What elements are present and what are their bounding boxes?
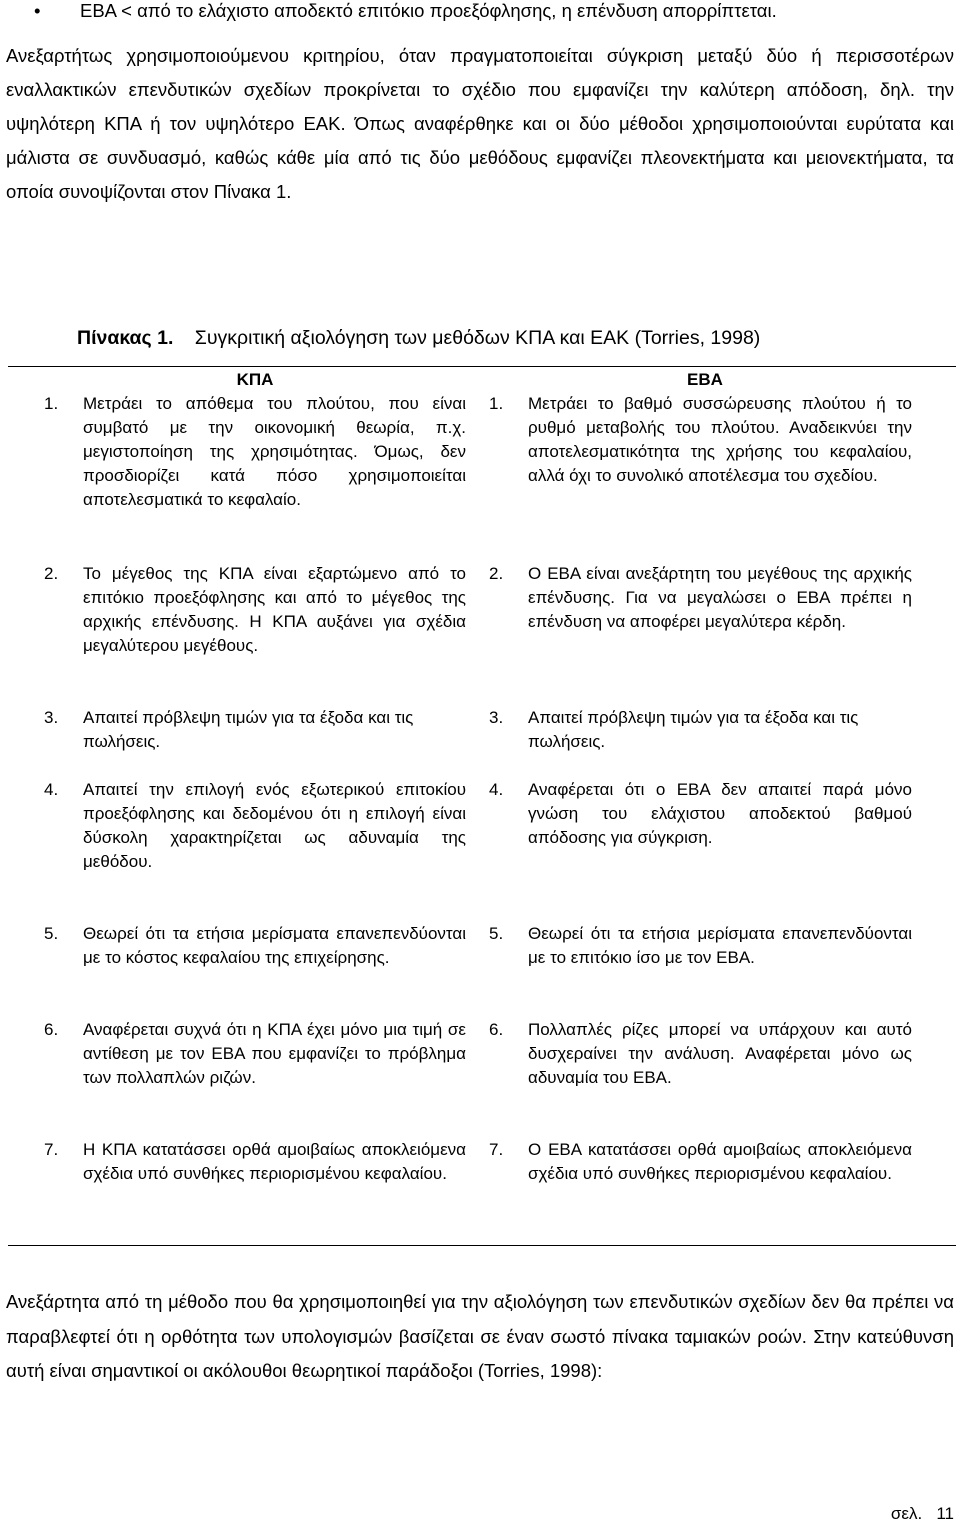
cell-eva: Πολλαπλές ρίζες μπορεί να υπάρχουν και αυτό δυσχεραίνει την ανάλυση. Αναφέρεται μόνο ως αδυναμία του ΕΒΑ. [528, 1020, 912, 1087]
cell-kpa: Θεωρεί ότι τα ετήσια μερίσματα επανεπενδύονται με το κόστος κεφαλαίου της επιχείρησης. [83, 924, 466, 967]
cell-eva: Ο ΕΒΑ είναι ανεξάρτητη του μεγέθους της αρχικής επένδυσης. Για να μεγαλώσει ο ΕΒΑ πρέπει η επένδυση να αποφέρει μεγαλύτερα κέρδη. [528, 564, 912, 631]
cell-kpa: Αναφέρεται συχνά ότι η ΚΠΑ έχει μόνο μια τιμή σε αντίθεση με τον ΕΒΑ που εμφανίζει το πρόβλημα των πολλαπλών ριζών. [83, 1020, 466, 1087]
row-number-left: 4. [44, 780, 59, 799]
table-top-rule [8, 366, 956, 367]
cell-eva: Αναφέρεται ότι ο ΕΒΑ δεν απαιτεί παρά μόνο γνώση του ελάχιστου αποδεκτού βαθμού απόδοσης για σύγκριση. [528, 780, 912, 847]
row-number-left: 7. [44, 1140, 59, 1159]
cell-kpa: Μετράει το απόθεμα του πλούτου, που είναι συμβατό με την οικονομική θεωρία, π.χ. μεγιστοποίηση της χρησιμότητας. Όμως, δεν προσδιορίζει κατά πόσο χρησιμοποιείται αποτελεσματικά το κεφαλαίο. [83, 394, 466, 509]
intro-paragraph: Ανεξαρτήτως χρησιμοποιούμενου κριτηρίου, όταν πραγματοποιείται σύγκριση μεταξύ δύο ή περισσοτέρων εναλλακτικών επενδυτικών σχεδίων προκρίνεται το σχέδιο που εμφανίζει την καλύτερη απόδοση, δηλ. την υψηλότερη ΚΠΑ ή τον υψηλότερο ΕΑΚ. Όπως αναφέρθηκε και οι δύο μέθοδοι χρησιμοποιούνται ευρύτατα και μάλιστα σε συνδυασμό, καθώς κάθε μία από τις δύο μεθόδους εμφανίζει πλεονεκτήματα και μειονεκτήματα, τα οποία συνοψίζονται στον Πίνακα 1. [6, 45, 954, 202]
row-number-left: 6. [44, 1020, 59, 1039]
cell-kpa: Το μέγεθος της ΚΠΑ είναι εξαρτώμενο από το επιτόκιο προεξόφλησης και από το μέγεθος της αρχικής επένδυσης. Η ΚΠΑ αυξάνει για σχέδια μεγαλύτερου μεγέθους. [83, 564, 466, 655]
bullet-text: ΕΒΑ < από το ελάχιστο αποδεκτό επιτόκιο προεξόφλησης, η επένδυση απορρίπτεται. [80, 0, 777, 21]
cell-kpa: Απαιτεί πρόβλεψη τιμών για τα έξοδα και τις πωλήσεις. [83, 708, 414, 751]
row-number-right: 2. [489, 564, 504, 583]
column-header-kpa: ΚΠΑ [236, 370, 274, 389]
cell-eva: Απαιτεί πρόβλεψη τιμών για τα έξοδα και τις πωλήσεις. [528, 708, 859, 751]
row-number-right: 6. [489, 1020, 504, 1039]
row-number-right: 5. [489, 924, 504, 943]
cell-kpa: Απαιτεί την επιλογή ενός εξωτερικού επιτοκίου προεξόφλησης και δεδομένου ότι η επιλογή είναι δύσκολη χαρακτηρίζεται ως αδυναμία της μεθόδου. [83, 780, 466, 871]
row-number-left: 3. [44, 708, 59, 727]
row-number-right: 4. [489, 780, 504, 799]
row-number-left: 5. [44, 924, 59, 943]
cell-eva: Ο ΕΒΑ κατατάσσει ορθά αμοιβαίως αποκλειόμενα σχέδια υπό συνθήκες περιορισμένου κεφαλαίου. [528, 1140, 912, 1183]
cell-kpa: Η ΚΠΑ κατατάσσει ορθά αμοιβαίως αποκλειόμενα σχέδια υπό συνθήκες περιορισμένου κεφαλαίου. [83, 1140, 466, 1183]
row-number-right: 3. [489, 708, 504, 727]
table-caption-text: Συγκριτική αξιολόγηση των μεθόδων ΚΠΑ και ΕΑΚ (Torries, 1998) [194, 327, 761, 349]
cell-eva: Μετράει το βαθμό συσσώρευσης πλούτου ή το ρυθμό μεταβολής του πλούτου. Αναδεικνύει την αποτελεσματικότητα της χρήσης του κεφαλαίου, αλλά όχι το συνολικό αποτέλεσμα του σχεδίου. [528, 394, 912, 485]
bullet-icon: • [34, 0, 41, 21]
closing-paragraph: Ανεξάρτητα από τη μέθοδο που θα χρησιμοποιηθεί για την αξιολόγηση των επενδυτικών σχεδίων δεν θα πρέπει να παραβλεφτεί ότι η ορθότητα των υπολογισμών βασίζεται σε έναν σωστό πίνακα ταμιακών ροών. Στην κατεύθυνση αυτή είναι σημαντικοί οι ακόλουθοι θεωρητικοί παράδοξοι (Torries, 1998): [6, 1291, 954, 1381]
row-number-left: 1. [44, 394, 59, 413]
table-bottom-rule [8, 1245, 956, 1246]
table-caption [77, 323, 937, 353]
cell-eva: Θεωρεί ότι τα ετήσια μερίσματα επανεπενδύονται με το επιτόκιο ίσο με τον ΕΒΑ. [528, 924, 912, 967]
row-number-right: 7. [489, 1140, 504, 1159]
row-number-left: 2. [44, 564, 59, 583]
page-number: σελ. 11 [890, 1504, 954, 1523]
column-header-eva: ΕΒΑ [687, 370, 723, 389]
table-caption-label: Πίνακας 1. [77, 327, 174, 349]
row-number-right: 1. [489, 394, 504, 413]
